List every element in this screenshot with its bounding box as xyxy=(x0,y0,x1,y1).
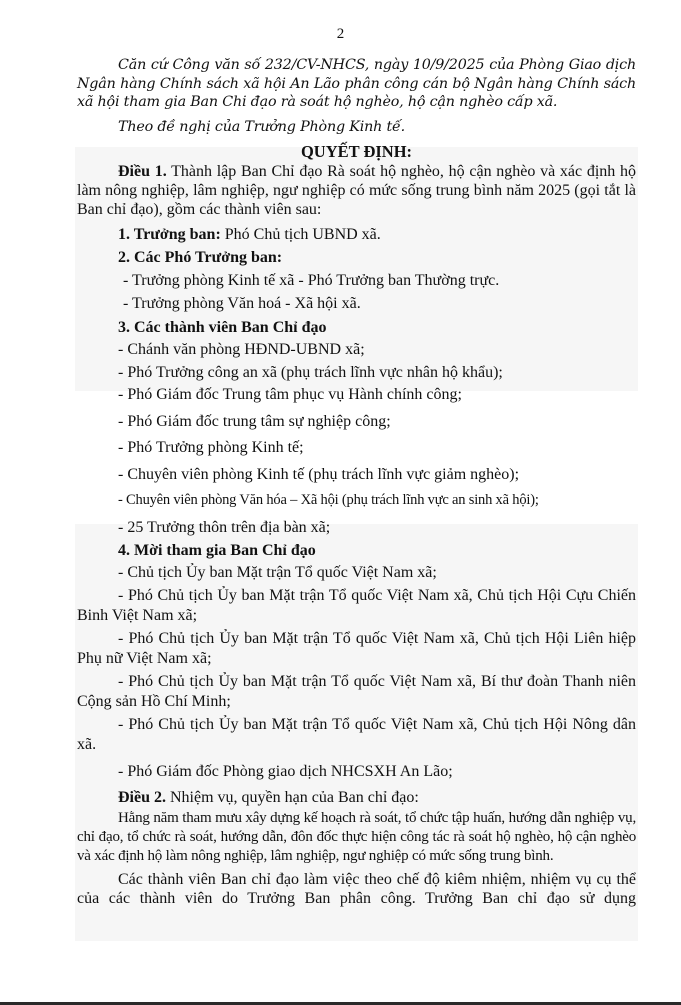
article-1-text: Thành lập Ban Chỉ đạo Rà soát hộ nghèo, hộ cận nghèo và xác định hộ làm nông nghiệp, lâm nghiệp, ngư nghiệp có mức sống trung bình năm 2025 (gọi tắt là Ban chỉ đạo), gồm các thành viên sau: xyxy=(77,162,637,218)
preamble-proposal: Theo đề nghị của Trưởng Phòng Kinh tế. xyxy=(118,118,405,135)
member-item: - Phó Giám đốc Trung tâm phục vụ Hành chính công; xyxy=(118,386,462,403)
member-item: - 25 Trưởng thôn trên địa bàn xã; xyxy=(118,518,331,536)
head-text: Phó Chủ tịch UBND xã. xyxy=(220,225,381,243)
article-1-label: Điều 1. xyxy=(118,162,167,180)
article-2-paragraph-1: Hằng năm tham mưu xây dựng kế hoạch rà soát, tổ chức tập huấn, hướng dẫn nghiệp vụ, chỉ đạo, tổ chức rà soát, hướng dẫn, đôn đốc thực hiện công tác rà soát hộ nghèo, hộ cận nghèo và xác định hộ làm nông nghiệp, lâm nghiệp, ngư nghiệp có mức sống trung bình. xyxy=(77,810,636,864)
member-item: - Phó Trưởng phòng Kinh tế; xyxy=(118,439,304,456)
invited-item: - Chủ tịch Ủy ban Mặt trận Tổ quốc Việt Nam xã; xyxy=(118,563,437,581)
deputies-heading: 2. Các Phó Trưởng ban: xyxy=(118,249,283,266)
member-item: - Chánh văn phòng HĐND-UBND xã; xyxy=(118,341,365,358)
invited-item: - Phó Chủ tịch Ủy ban Mặt trận Tổ quốc Việt Nam xã, Chủ tịch Hội Liên hiệp Phụ nữ Việt Nam xã; xyxy=(77,630,636,667)
document-body xyxy=(77,56,636,908)
article-2-text: Nhiệm vụ, quyền hạn của Ban chỉ đạo: xyxy=(166,788,419,806)
article-2-paragraph-2: Các thành viên Ban chỉ đạo làm việc theo chế độ kiêm nhiệm, nhiệm vụ cụ thể của các thành viên do Trưởng Ban phân công. Trưởng Ban chỉ đạo sử dụng xyxy=(77,871,636,907)
preamble-basis: Căn cứ Công văn số 232/CV-NHCS, ngày 10/9/2025 của Phòng Giao dịch Ngân hàng Chính sách xã hội An Lão phân công cán bộ Ngân hàng Chính sách xã hội tham gia Ban Chi đạo rà soát hộ nghèo, hộ cận nghèo cấp xã. xyxy=(77,57,636,110)
invited-item: - Phó Giám đốc Phòng giao dịch NHCSXH An Lão; xyxy=(118,763,453,780)
member-item: - Phó Giám đốc trung tâm sự nghiệp công; xyxy=(118,412,391,430)
head-label: 1. Trưởng ban: xyxy=(118,225,221,243)
deputy-item: - Trưởng phòng Văn hoá - Xã hội xã. xyxy=(123,295,361,312)
article-1 xyxy=(77,162,636,219)
member-item: - Phó Trưởng công an xã (phụ trách lĩnh vực nhân hộ khẩu); xyxy=(118,363,503,381)
decision-heading: QUYẾT ĐỊNH: xyxy=(300,142,413,161)
invited-item: - Phó Chủ tịch Ủy ban Mặt trận Tổ quốc Việt Nam xã, Chủ tịch Hội Cựu Chiến Binh Việt Nam xã; xyxy=(77,587,636,624)
invited-heading: 4. Mời tham gia Ban Chỉ đạo xyxy=(118,542,316,559)
member-item: - Chuyên viên phòng Văn hóa – Xã hội (phụ trách lĩnh vực an sinh xã hội); xyxy=(118,492,539,508)
members-heading: 3. Các thành viên Ban Chỉ đạo xyxy=(118,318,327,336)
invited-item: - Phó Chủ tịch Ủy ban Mặt trận Tổ quốc Việt Nam xã, Chủ tịch Hội Nông dân xã. xyxy=(77,716,636,753)
article-2-label: Điều 2. xyxy=(118,788,166,806)
page-number: 2 xyxy=(336,26,345,42)
member-item: - Chuyên viên phòng Kinh tế (phụ trách lĩnh vực giảm nghèo); xyxy=(118,465,520,483)
article-2 xyxy=(77,788,636,808)
head-of-committee xyxy=(77,225,636,245)
invited-item: - Phó Chủ tịch Ủy ban Mặt trận Tổ quốc Việt Nam xã, Bí thư đoàn Thanh niên Cộng sản Hồ Chí Minh; xyxy=(77,673,636,710)
deputy-item: - Trưởng phòng Kinh tế xã - Phó Trưởng ban Thường trực. xyxy=(123,271,500,289)
